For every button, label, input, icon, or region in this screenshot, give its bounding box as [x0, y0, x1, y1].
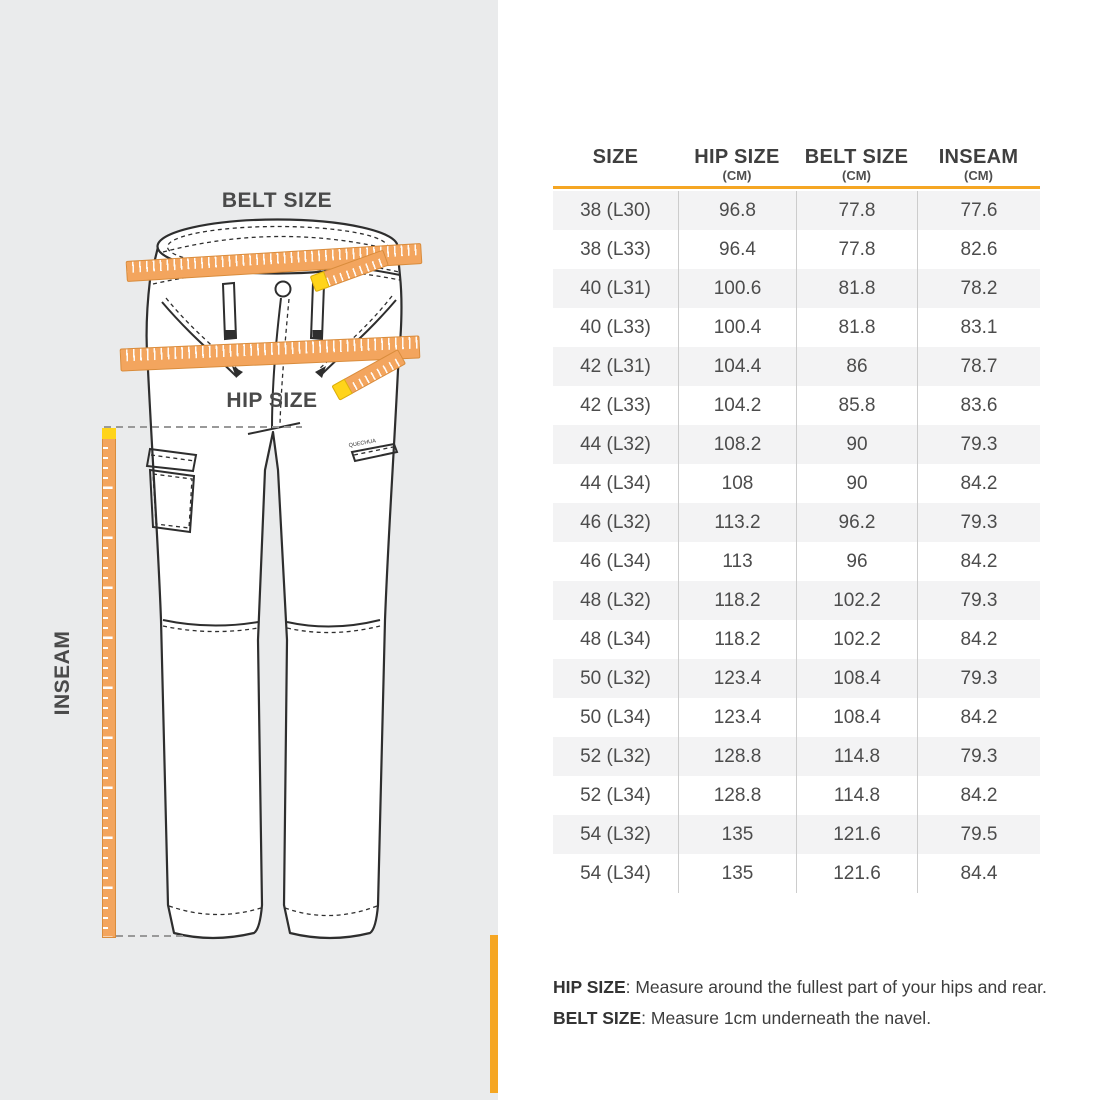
table-cell: 52 (L34) [580, 785, 651, 806]
table-cell: 79.3 [917, 737, 1040, 776]
table-cell: 42 (L31) [580, 356, 651, 377]
table-cell: 123.4 [678, 698, 796, 737]
table-cell: 114.8 [796, 776, 917, 815]
table-row [553, 815, 1040, 854]
note-text: : Measure 1cm underneath the navel. [641, 1008, 932, 1028]
table-cell: 79.3 [917, 659, 1040, 698]
table-cell: 113.2 [678, 503, 796, 542]
table-row [553, 347, 1040, 386]
table-cell: 50 (L32) [580, 668, 651, 689]
table-cell: 84.2 [917, 542, 1040, 581]
header-unit: (CM) [722, 168, 752, 183]
table-cell: 104.4 [678, 347, 796, 386]
table-cell: 83.6 [917, 386, 1040, 425]
table-row [553, 737, 1040, 776]
table-cell: 54 (L34) [580, 863, 651, 884]
hip-size-label: HIP SIZE [226, 389, 318, 412]
table-cell: 77.8 [796, 191, 917, 230]
diagram-panel [0, 0, 498, 1100]
table-cell: 84.4 [917, 854, 1040, 893]
table-cell: 90 [796, 464, 917, 503]
table-cell: 114.8 [796, 737, 917, 776]
note-text: : Measure around the fullest part of your hips and rear. [625, 977, 1047, 997]
table-row [553, 581, 1040, 620]
table-cell: 121.6 [796, 815, 917, 854]
table-cell: 78.2 [917, 269, 1040, 308]
pants-illustration [0, 0, 498, 1100]
table-row [553, 698, 1040, 737]
table-cell: 123.4 [678, 659, 796, 698]
inseam-top-dashed-line [104, 426, 302, 428]
header-label: BELT SIZE [804, 146, 909, 168]
size-table [553, 128, 1040, 894]
table-cell: 46 (L34) [580, 551, 651, 572]
table-cell: 40 (L33) [580, 317, 651, 338]
table-cell: 118.2 [678, 581, 796, 620]
table-cell: 85.8 [796, 386, 917, 425]
table-cell: 128.8 [678, 776, 796, 815]
table-row [553, 620, 1040, 659]
table-cell: 100.6 [678, 269, 796, 308]
table-cell: 38 (L33) [580, 239, 651, 260]
table-cell: 54 (L32) [580, 824, 651, 845]
belt-size-label: BELT SIZE [221, 189, 333, 212]
table-cell: 96.2 [796, 503, 917, 542]
table-cell: 44 (L32) [580, 434, 651, 455]
table-row [553, 854, 1040, 893]
table-row [553, 191, 1040, 230]
table-cell: 102.2 [796, 620, 917, 659]
table-cell: 135 [678, 854, 796, 893]
table-row [553, 386, 1040, 425]
quechua-brand-label: QUECHUA [348, 438, 377, 449]
table-cell: 128.8 [678, 737, 796, 776]
table-header-rule [553, 186, 1040, 189]
table-row [553, 464, 1040, 503]
table-cell: 83.1 [917, 308, 1040, 347]
table-cell: 77.8 [796, 230, 917, 269]
table-cell: 84.2 [917, 776, 1040, 815]
header-cell-inseam [917, 128, 1040, 186]
table-cell: 84.2 [917, 464, 1040, 503]
table-cell: 108.2 [678, 425, 796, 464]
table-row [553, 542, 1040, 581]
table-row [553, 269, 1040, 308]
table-cell: 135 [678, 815, 796, 854]
table-cell: 81.8 [796, 308, 917, 347]
table-cell: 78.7 [917, 347, 1040, 386]
table-cell: 100.4 [678, 308, 796, 347]
table-cell: 79.3 [917, 581, 1040, 620]
header-unit: (CM) [964, 168, 993, 183]
note-line [553, 972, 1083, 1003]
header-cell-size [553, 128, 678, 186]
header-label: SIZE [592, 146, 639, 168]
table-cell: 79.3 [917, 503, 1040, 542]
table-cell: 77.6 [917, 191, 1040, 230]
measurement-notes [553, 972, 1083, 1034]
table-cell: 104.2 [678, 386, 796, 425]
header-label: HIP SIZE [694, 146, 780, 168]
header-cell-hip [678, 128, 796, 186]
table-cell: 108 [678, 464, 796, 503]
table-cell: 82.6 [917, 230, 1040, 269]
note-term: BELT SIZE [553, 1008, 642, 1028]
table-cell: 96 [796, 542, 917, 581]
table-cell: 102.2 [796, 581, 917, 620]
table-cell: 48 (L34) [580, 629, 651, 650]
inseam-label: INSEAM [51, 630, 74, 716]
table-cell: 96.4 [678, 230, 796, 269]
table-cell: 86 [796, 347, 917, 386]
header-cell-belt [796, 128, 917, 186]
table-cell: 108.4 [796, 698, 917, 737]
pants-button [276, 282, 291, 297]
table-cell: 46 (L32) [580, 512, 651, 533]
table-cell: 50 (L34) [580, 707, 651, 728]
table-cell: 42 (L33) [580, 395, 651, 416]
table-cell: 113 [678, 542, 796, 581]
table-row [553, 776, 1040, 815]
note-term: HIP SIZE [553, 977, 626, 997]
header-label: INSEAM [938, 146, 1019, 168]
table-cell: 79.3 [917, 425, 1040, 464]
table-row [553, 425, 1040, 464]
table-cell: 121.6 [796, 854, 917, 893]
table-cell: 38 (L30) [580, 200, 651, 221]
note-line [553, 1003, 1083, 1034]
header-unit: (CM) [842, 168, 871, 183]
table-row [553, 503, 1040, 542]
inseam-ruler [102, 438, 116, 938]
table-cell: 48 (L32) [580, 590, 651, 611]
table-header [553, 128, 1040, 186]
table-row [553, 659, 1040, 698]
accent-bar [490, 935, 498, 1093]
table-cell: 84.2 [917, 620, 1040, 659]
table-row [553, 230, 1040, 269]
table-cell: 90 [796, 425, 917, 464]
table-cell: 44 (L34) [580, 473, 651, 494]
table-cell: 84.2 [917, 698, 1040, 737]
table-cell: 81.8 [796, 269, 917, 308]
table-cell: 96.8 [678, 191, 796, 230]
inseam-ruler-cap [102, 428, 116, 439]
table-cell: 79.5 [917, 815, 1040, 854]
table-cell: 40 (L31) [580, 278, 651, 299]
table-cell: 118.2 [678, 620, 796, 659]
table-cell: 52 (L32) [580, 746, 651, 767]
table-row [553, 308, 1040, 347]
table-cell: 108.4 [796, 659, 917, 698]
inseam-bottom-dashed-line [104, 935, 188, 937]
table-body [553, 191, 1040, 893]
